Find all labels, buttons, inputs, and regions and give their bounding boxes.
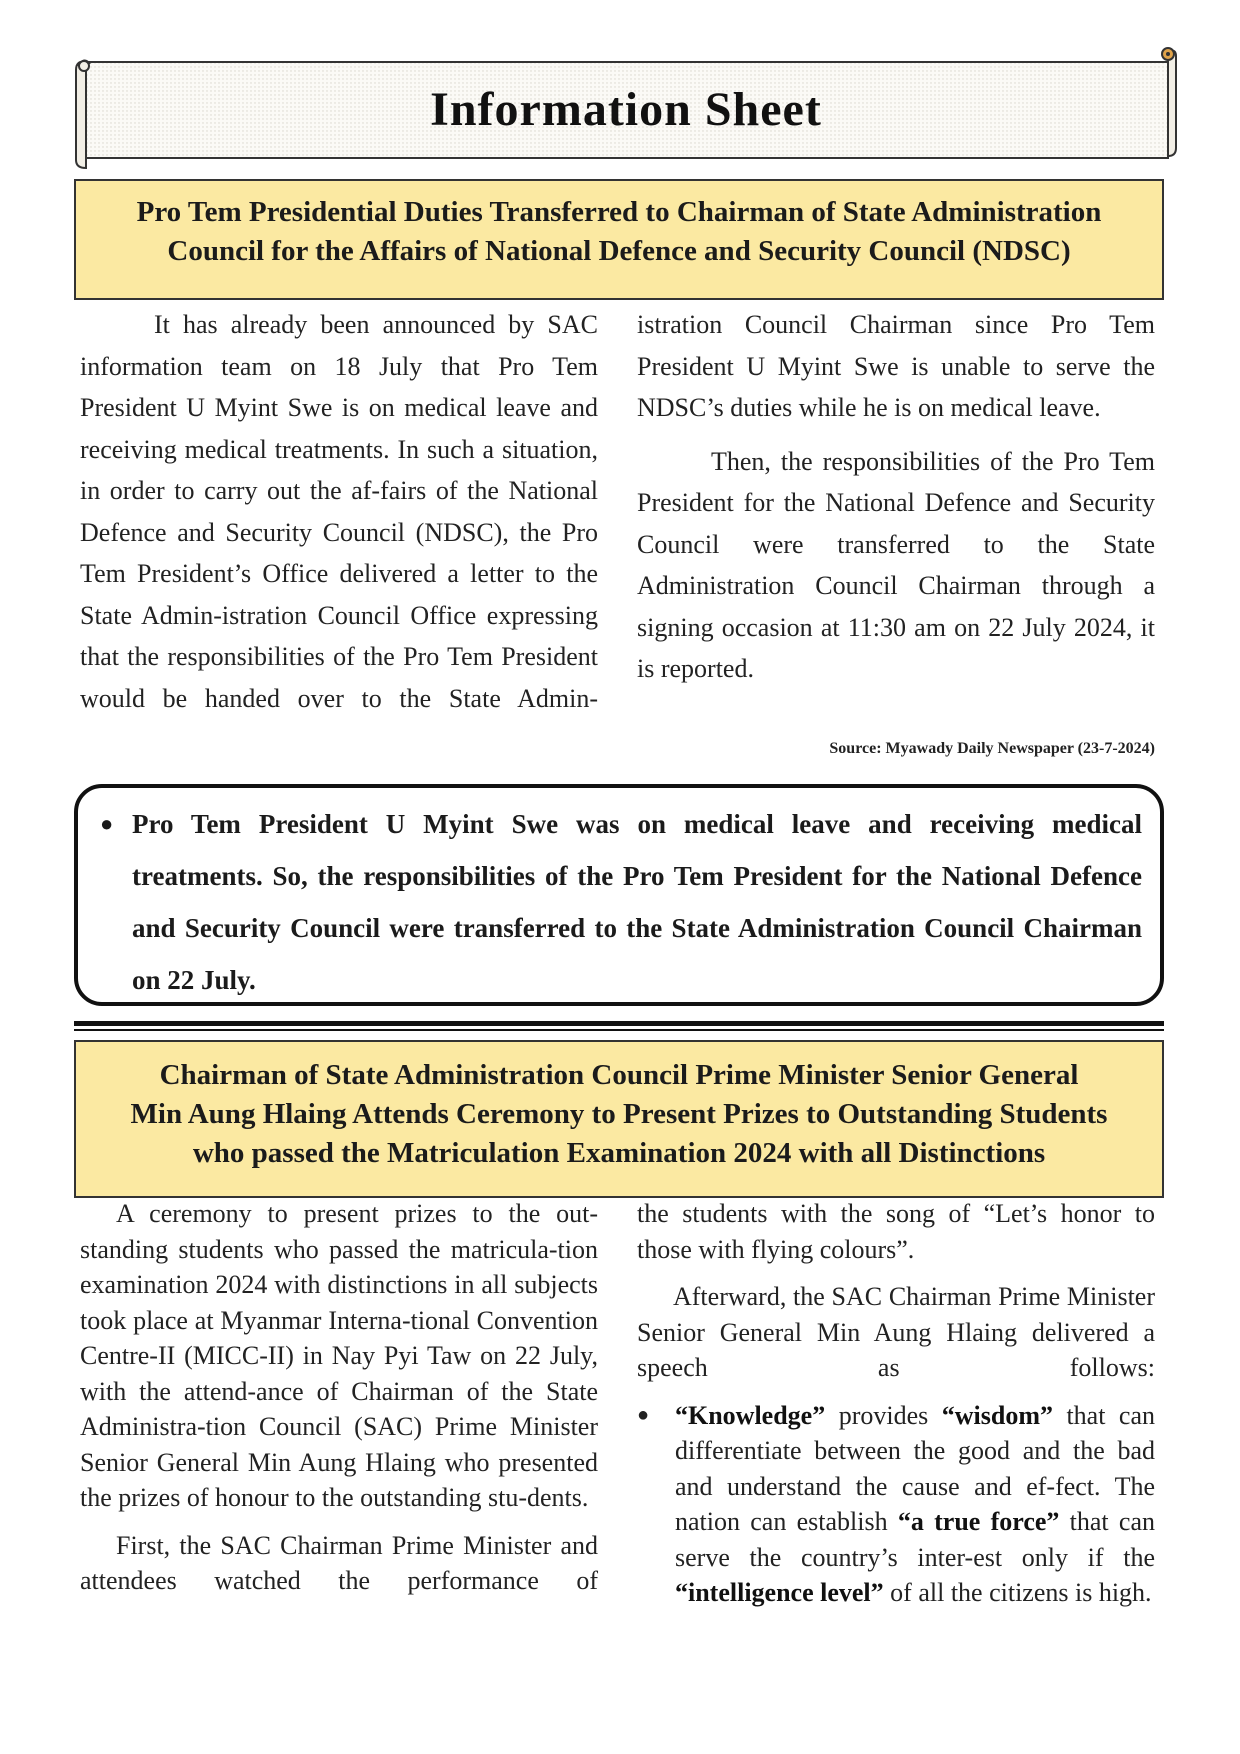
article2-paragraph: First, the SAC Chairman Prime Minister and attendees watched the performance of [80,1530,598,1595]
article2-left-column [80,1196,598,1599]
page-title: Information Sheet [430,83,822,136]
article2-headline [74,1040,1164,1198]
article1-headline [74,179,1164,300]
title-banner [74,46,1178,172]
source-credit: Source: Myawady Daily Newspaper (23-7-2024) [829,740,1155,757]
emphasis: “intelligence level” [675,1578,884,1607]
section-divider [74,1021,1164,1026]
headline-line: Pro Tem Presidential Duties Transferred to Chairman of State Administration [136,196,1102,228]
emphasis: “a true force” [897,1507,1060,1536]
headline-line: Min Aung Hlaing Attends Ceremony to Present Prizes to Outstanding Students [130,1098,1108,1130]
article2-paragraph: the students with the song of “Let’s honor to those with flying colours”. [637,1199,1155,1264]
emphasis: “wisdom” [941,1400,1053,1430]
article2-paragraph: A ceremony to present prizes to the out-standing students who passed the matricula-tion examination 2024 with distinctions in all subjects took place at Myanmar Interna-tional Convention Centre-II (MICC-II) in Nay Pyi Taw on 22 July, with the attend-ance of Chairman of the State Administra-tion Council (SAC) Prime Minister Senior General Min Aung Hlaing who presented the prizes of honour to the outstanding stu-dents. [80,1199,598,1512]
emphasis: “Knowledge” [675,1400,826,1430]
article1-right-column [637,304,1155,690]
article2-paragraph: Afterward, the SAC Chairman Prime Minister Senior General Min Aung Hlaing delivered a speech as follows: [637,1282,1155,1382]
bullet-text: of all the citizens is high. [883,1578,1152,1607]
article2-right-column [637,1196,1155,1611]
headline-line: who passed the Matriculation Examination 2024 with all Distinctions [192,1137,1046,1169]
article1-left-column [80,304,598,719]
summary-box [74,784,1164,1006]
bullet-icon: ● [100,811,114,836]
summary-text: Pro Tem President U Myint Swe was on medical leave and receiving medical treatments. So, the responsibilities of the Pro Tem President for the National Defence and Security Council were transferred to the State Administration Council Chairman on 22 July. [132,809,1142,995]
headline-line: Chairman of State Administration Council Prime Minister Senior General [159,1059,1079,1091]
bullet-text: that can serve the country’s inter-est only if the [675,1507,1156,1572]
bullet-text: provides [825,1400,942,1430]
headline-line: Council for the Affairs of National Defence and Security Council (NDSC) [167,235,1071,267]
article1-paragraph: It has already been announced by SAC information team on 18 July that Pro Tem President U Myint Swe is on medical leave and receiving medical treatments. In such a situation, in order to carry out the af-fairs of the National Defence and Security Council (NDSC), the Pro Tem President’s Office delivered a letter to the State Admin-istration Council Office expressing that the responsibilities of the Pro Tem President would be handed over to the State Admin- [80,310,598,713]
speech-bullet [637,1398,1155,1611]
article1-paragraph: istration Council Chairman since Pro Tem President U Myint Swe is unable to serve the NDSC’s duties while he is on medical leave. [637,310,1155,422]
section-divider [74,1029,1164,1031]
bullet-icon: ● [637,1403,650,1426]
bullet-text: that can differentiate between the good and the bad and understand the cause and ef-fect. The nation can establish [675,1400,1155,1536]
article1-paragraph: Then, the responsibilities of the Pro Tem President for the National Defence and Security Council were transferred to the State Administration Council Chairman through a signing occasion at 11:30 am on 22 July 2024, it is reported. [637,446,1155,683]
